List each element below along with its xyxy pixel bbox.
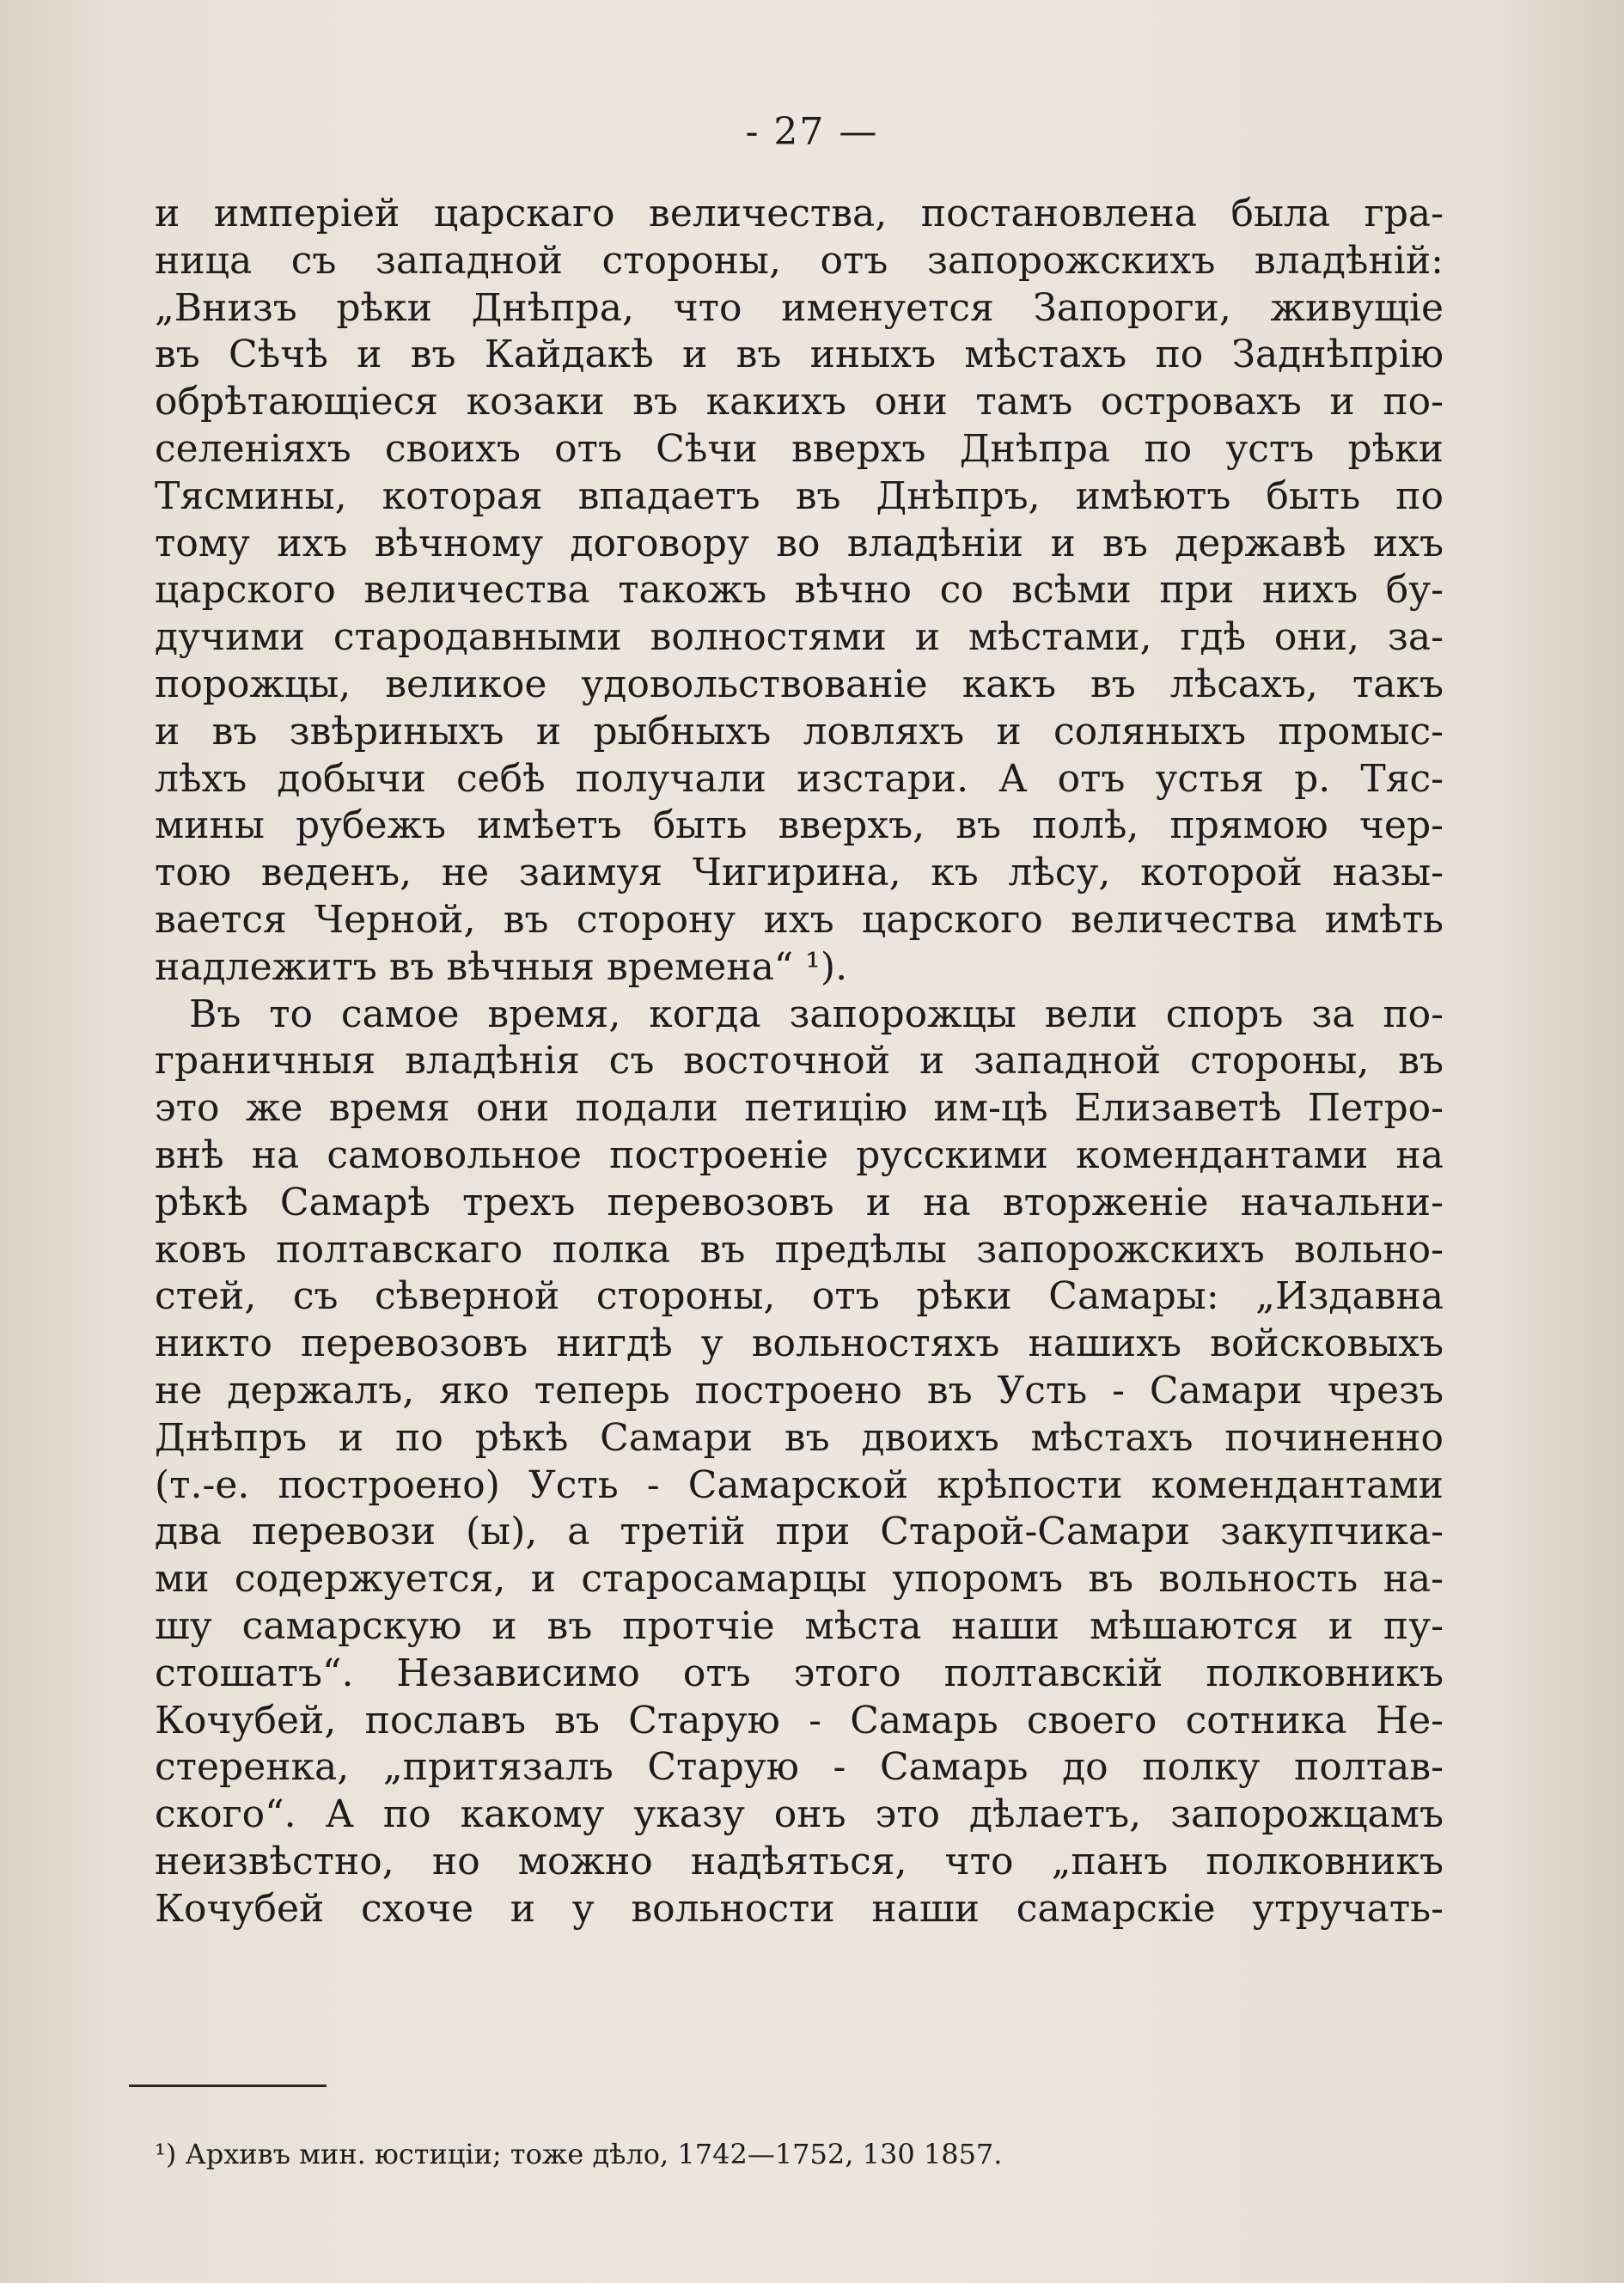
text-line: порожцы, великое удовольствованіе какъ въ лѣсахъ, такъ — [155, 662, 1444, 706]
text-line: не держалъ, яко теперь построено въ Усть - Самари чрезъ — [155, 1368, 1444, 1413]
text-line: вается Черной, въ сторону ихъ царского величества имѣть — [155, 897, 1444, 942]
text-line: ница съ западной стороны, отъ запорожскихъ владѣній: — [155, 238, 1444, 283]
text-line: это же время они подали петицію им-цѣ Елизаветѣ Петро- — [155, 1086, 1444, 1131]
text-line: и въ звѣриныхъ и рыбныхъ ловляхъ и соляныхъ промыс- — [155, 709, 1444, 754]
text-line: внѣ на самовольное построеніе русскими комендантами на — [155, 1132, 1444, 1177]
text-line: обрѣтающіеся козаки въ какихъ они тамъ островахъ и по- — [155, 380, 1444, 424]
text-line: стошатъ“. Независимо отъ этого полтавскій полковникъ — [155, 1651, 1444, 1695]
text-line: въ Сѣчѣ и въ Кайдакѣ и въ иныхъ мѣстахъ по Заднѣпрію — [155, 333, 1444, 377]
text-line: ковъ полтавскаго полка въ предѣлы запорожскихъ вольно- — [155, 1227, 1444, 1272]
text-line: стей, съ сѣверной стороны, отъ рѣки Самары: „Издавна — [155, 1274, 1444, 1319]
page-number: - 27 — — [745, 110, 879, 154]
text-line: тому ихъ вѣчному договору во владѣніи и въ державѣ ихъ — [155, 521, 1444, 565]
footnote-divider — [129, 2085, 327, 2087]
footnote: ¹) Архивъ мин. юстиціи; тоже дѣло, 1742—1752, 130 1857. — [155, 2138, 1003, 2170]
paragraph-1 — [155, 191, 1444, 992]
text-line: Кочубей схоче и у вольности наши самарскіе утручать- — [155, 1886, 1444, 1931]
text-line: рѣкѣ Самарѣ трехъ перевозовъ и на вторженіе начальни- — [155, 1180, 1444, 1224]
text-line: надлежитъ въ вѣчныя времена“ ¹). — [155, 944, 848, 989]
text-line: два перевози (ы), а третій при Старой-Самари закупчика- — [155, 1510, 1444, 1554]
text-line: Въ то самое время, когда запорожцы вели споръ за по- — [189, 992, 1444, 1036]
text-line: никто перевозовъ нигдѣ у вольностяхъ нашихъ войсковыхъ — [155, 1322, 1444, 1366]
text-line: дучими стародавными волностями и мѣстами, гдѣ они, за- — [155, 615, 1444, 660]
paragraph-2 — [155, 992, 1444, 1933]
text-line: царского величества такожъ вѣчно со всѣми при нихъ бу- — [155, 568, 1444, 613]
text-line: неизвѣстно, но можно надѣяться, что „панъ полковникъ — [155, 1839, 1444, 1883]
body-text — [155, 191, 1444, 1932]
text-line: мины рубежъ имѣетъ быть вверхъ, въ полѣ, прямою чер- — [155, 803, 1444, 848]
text-line: и имперіей царскаго величества, постановлена была гра- — [155, 192, 1444, 235]
text-line: шу самарскую и въ протчіе мѣста наши мѣшаются и пу- — [155, 1603, 1444, 1648]
text-line: селеніяхъ своихъ отъ Сѣчи вверхъ Днѣпра по устъ рѣки — [155, 426, 1444, 471]
text-line: тою веденъ, не заимуя Чигирина, къ лѣсу, которой назы- — [155, 851, 1444, 895]
text-line: ского“. А по какому указу онъ это дѣлаетъ, запорожцамъ — [155, 1792, 1444, 1837]
text-line: граничныя владѣнія съ восточной и западной стороны, въ — [155, 1039, 1444, 1084]
text-line: Кочубей, пославъ въ Старую - Самарь своего сотника Не- — [155, 1698, 1444, 1743]
text-line: Тясмины, которая впадаетъ въ Днѣпръ, имѣютъ быть по — [155, 473, 1444, 518]
text-line: лѣхъ добычи себѣ получали изстари. А отъ устья р. Тяс- — [155, 756, 1444, 801]
text-line: Днѣпръ и по рѣкѣ Самари въ двоихъ мѣстахъ починенно — [155, 1415, 1444, 1460]
text-line: „Внизъ рѣки Днѣпра, что именуется Запороги, живущіе — [155, 285, 1444, 330]
text-line: стеренка, „притязалъ Старую - Самарь до полку полтав- — [155, 1745, 1444, 1790]
text-line: ми содержуется, и старосамарцы упоромъ въ вольность на- — [155, 1557, 1444, 1602]
text-line: (т.-е. построено) Усть - Самарской крѣпости комендантами — [155, 1462, 1444, 1507]
